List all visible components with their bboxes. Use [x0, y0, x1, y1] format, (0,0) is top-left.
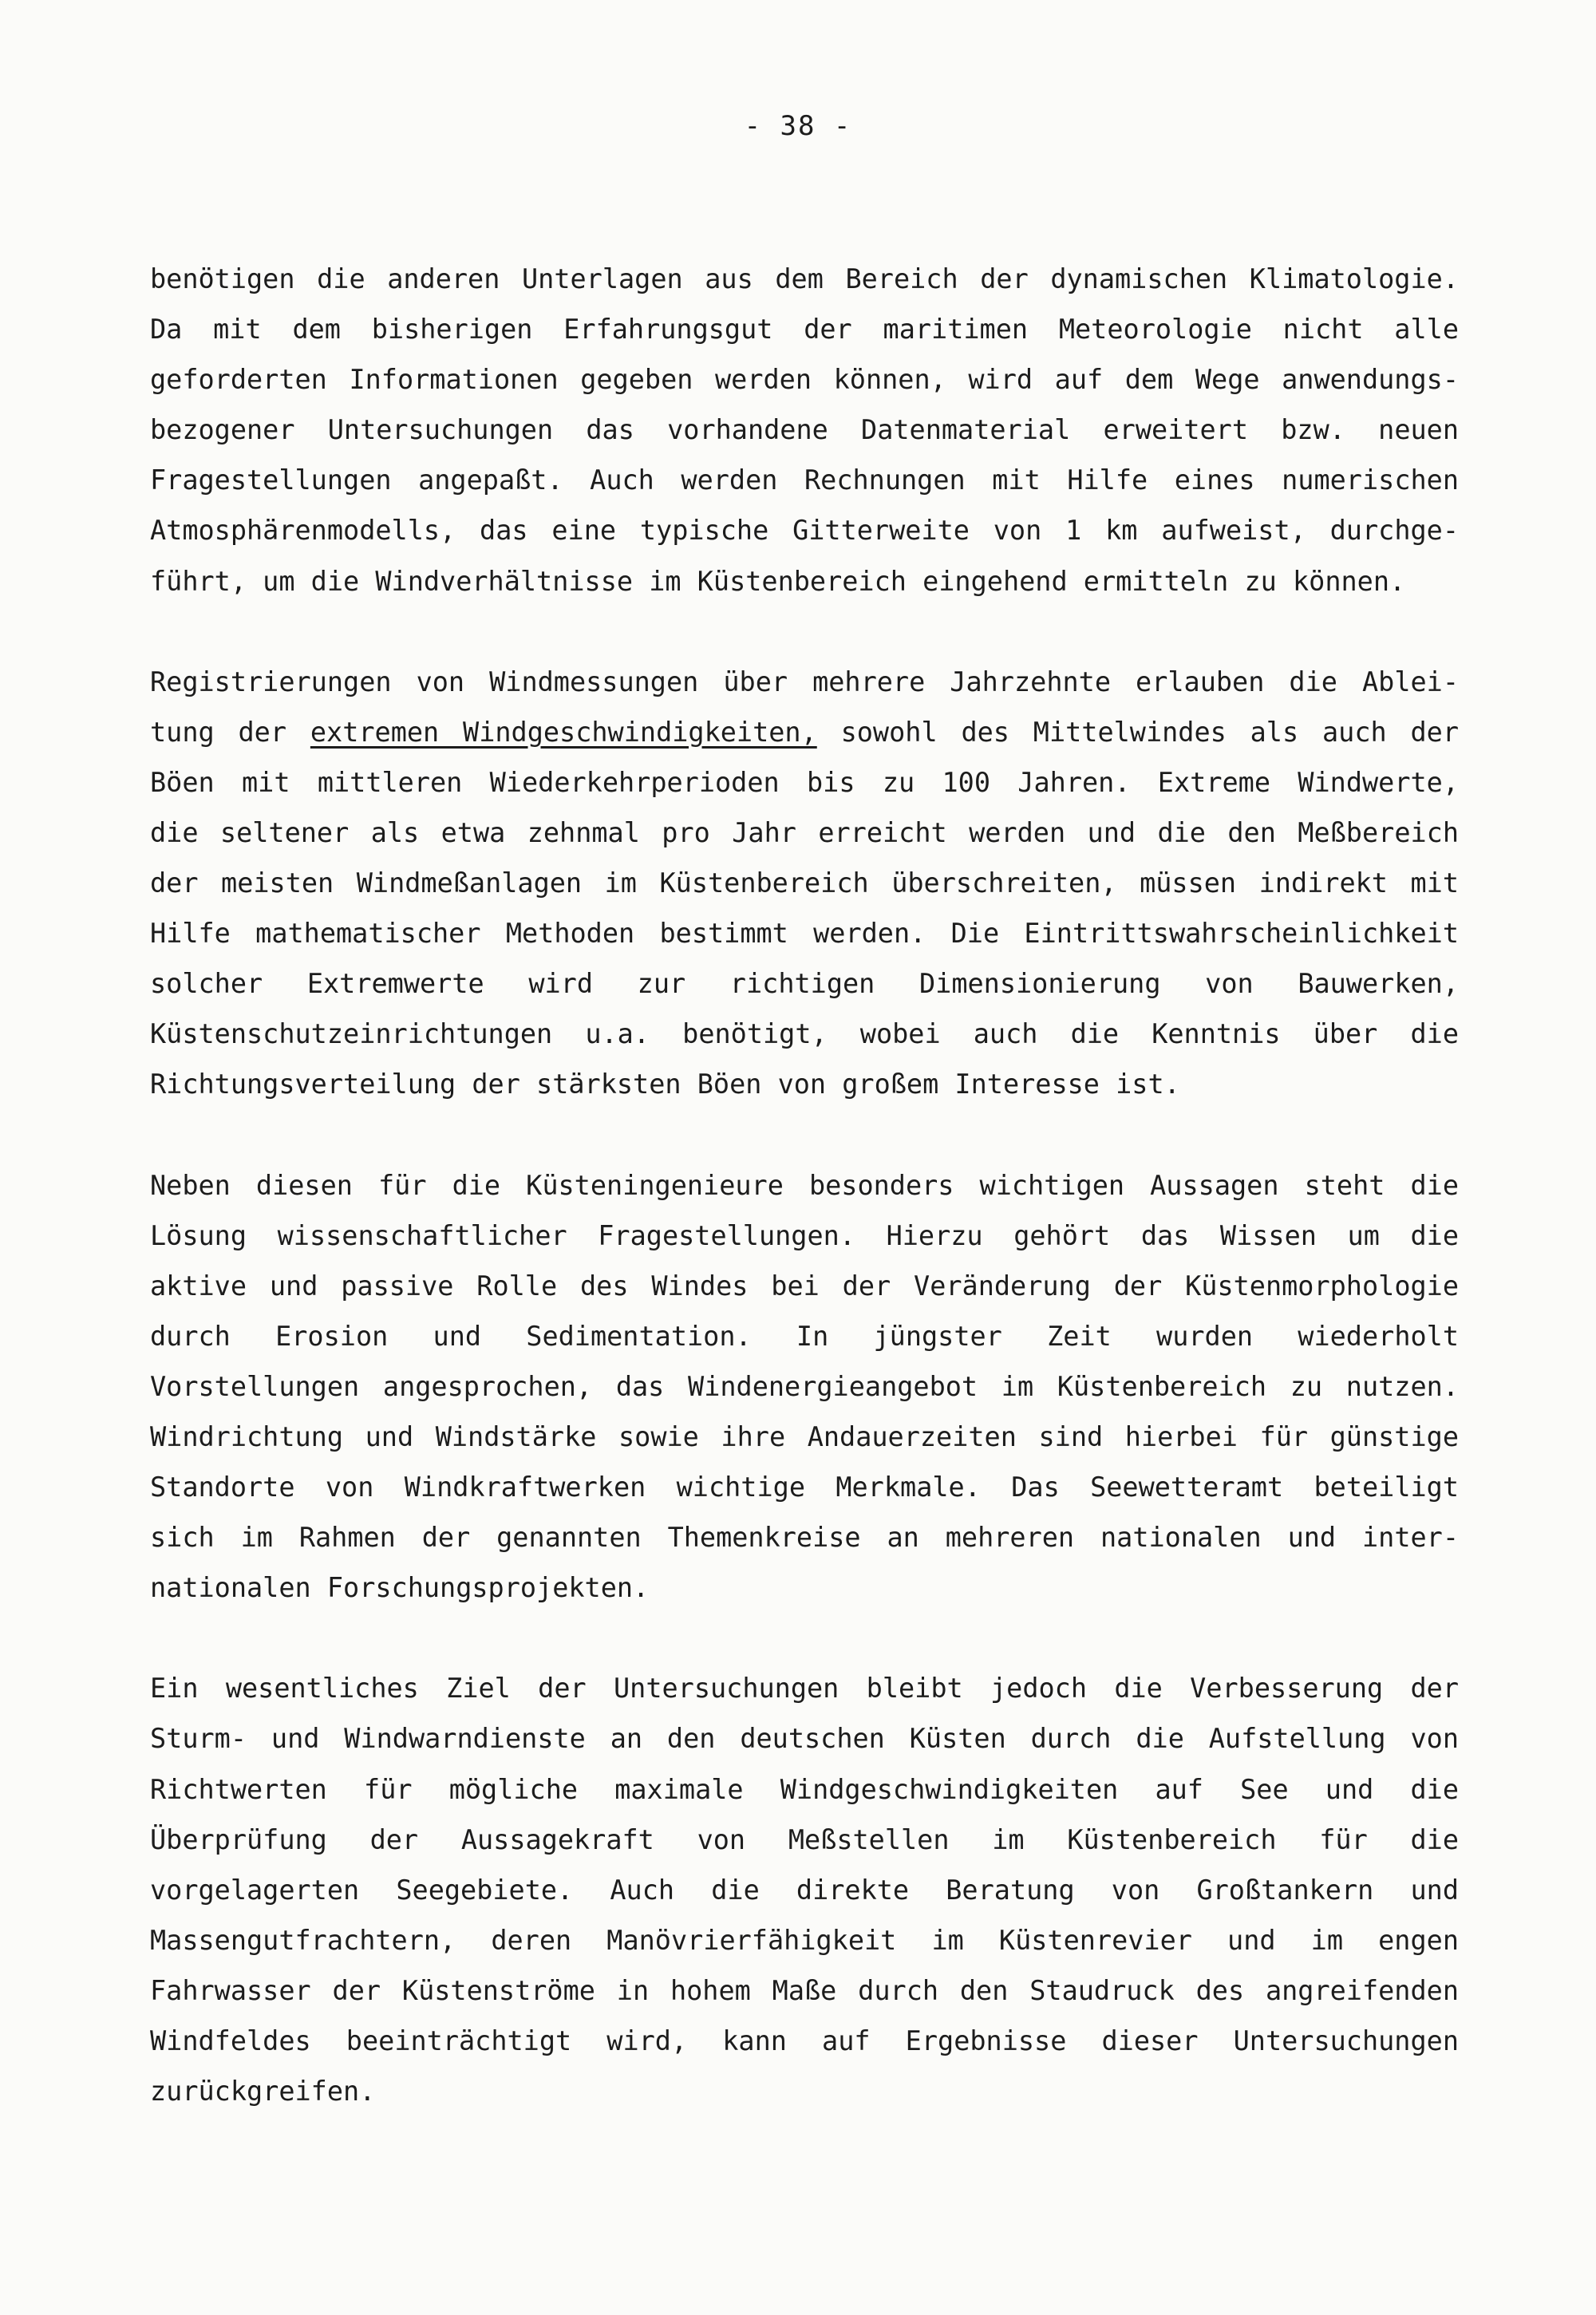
text-line: Ein wesentliches Ziel der Untersuchungen bleibt jedoch die Verbesserung der: [150, 1673, 1459, 1705]
text-line: benötigen die anderen Unterlagen aus dem Bereich der dynamischen Klimatologie.: [150, 263, 1459, 294]
text-line: Fragestellungen angepaßt. Auch werden Rechnungen mit Hilfe eines numerischen: [150, 464, 1459, 496]
paragraph: [150, 1663, 1459, 2116]
text-line: solcher Extremwerte wird zur richtigen Dimensionierung von Bauwerken,: [150, 968, 1459, 1000]
text-line: Richtungsverteilung der stärksten Böen von großem Interesse ist.: [150, 1069, 1180, 1100]
text-line: Fahrwasser der Küstenströme in hohem Maße durch den Staudruck des angreifenden: [150, 1974, 1459, 2006]
text-line: Da mit dem bisherigen Erfahrungsgut der maritimen Meteorologie nicht alle: [150, 314, 1459, 346]
text-line: Richtwerten für mögliche maximale Windgeschwindigkeiten auf See und die: [150, 1773, 1459, 1805]
text-line: nationalen Forschungsprojekten.: [150, 1572, 650, 1604]
text-line: durch Erosion und Sedimentation. In jüngster Zeit wurden wiederholt: [150, 1320, 1459, 1352]
text-line: Atmosphärenmodells, das eine typische Gitterweite von 1 km aufweist, durchge-: [150, 515, 1459, 547]
text-line: sich im Rahmen der genannten Themenkreise an mehreren nationalen und inter-: [150, 1522, 1459, 1554]
text-line: führt, um die Windverhältnisse im Küstenbereich eingehend ermitteln zu können.: [150, 565, 1406, 597]
text-line: der meisten Windmeßanlagen im Küstenbereich überschreiten, müssen indirekt mit: [150, 867, 1459, 899]
text-line: Hilfe mathematischer Methoden bestimmt werden. Die Eintrittswahrscheinlichkeit: [150, 918, 1459, 950]
text-line: Windrichtung und Windstärke sowie ihre Andauerzeiten sind hierbei für günstige: [150, 1420, 1459, 1452]
text-run: tung der: [150, 716, 310, 748]
text-line: Massengutfrachtern, deren Manövrierfähigkeit im Küstenrevier und im engen: [150, 1924, 1459, 1956]
text-line: zurückgreifen.: [150, 2076, 376, 2108]
page-number: - 38 -: [744, 110, 852, 142]
text-line: Küstenschutzeinrichtungen u.a. benötigt, wobei auch die Kenntnis über die: [150, 1018, 1459, 1050]
text-line: Windfeldes beeinträchtigt wird, kann auf Ergebnisse dieser Untersuchungen: [150, 2025, 1459, 2056]
text-line: aktive und passive Rolle des Windes bei der Veränderung der Küstenmorphologie: [150, 1270, 1459, 1302]
document-body: [150, 254, 1459, 2116]
text-line: Standorte von Windkraftwerken wichtige Merkmale. Das Seewetteramt beteiligt: [150, 1472, 1459, 1503]
text-line: geforderten Informationen gegeben werden können, wird auf dem Wege anwendungs-: [150, 364, 1459, 396]
text-line: Registrierungen von Windmessungen über mehrere Jahrzehnte erlauben die Ablei-: [150, 666, 1459, 697]
text-line: Überprüfung der Aussagekraft von Meßstellen im Küstenbereich für die: [150, 1823, 1459, 1855]
underlined-term: extremen Windgeschwindigkeiten,: [310, 716, 817, 748]
paragraph: [150, 1160, 1459, 1614]
text-line: Neben diesen für die Küsteningenieure besonders wichtigen Aussagen steht die: [150, 1169, 1459, 1201]
text-line: Lösung wissenschaftlicher Fragestellungen. Hierzu gehört das Wissen um die: [150, 1219, 1459, 1251]
text-line: Vorstellungen angesprochen, das Windenergieangebot im Küstenbereich zu nutzen.: [150, 1370, 1459, 1402]
text-line: Böen mit mittleren Wiederkehrperioden bis zu 100 Jahren. Extreme Windwerte,: [150, 766, 1459, 798]
text-line: die seltener als etwa zehnmal pro Jahr erreicht werden und die den Meßbereich: [150, 816, 1459, 848]
text-line: Sturm- und Windwarndienste an den deutschen Küsten durch die Aufstellung von: [150, 1723, 1459, 1755]
text-line: vorgelagerten Seegebiete. Auch die direkte Beratung von Großtankern und: [150, 1874, 1459, 1906]
paragraph: [150, 254, 1459, 606]
text-line: bezogener Untersuchungen das vorhandene Datenmaterial erweitert bzw. neuen: [150, 414, 1459, 446]
text-run: sowohl des Mittelwindes als auch der: [816, 716, 1459, 748]
text-line: [150, 707, 1459, 757]
paragraph: [150, 657, 1459, 1110]
